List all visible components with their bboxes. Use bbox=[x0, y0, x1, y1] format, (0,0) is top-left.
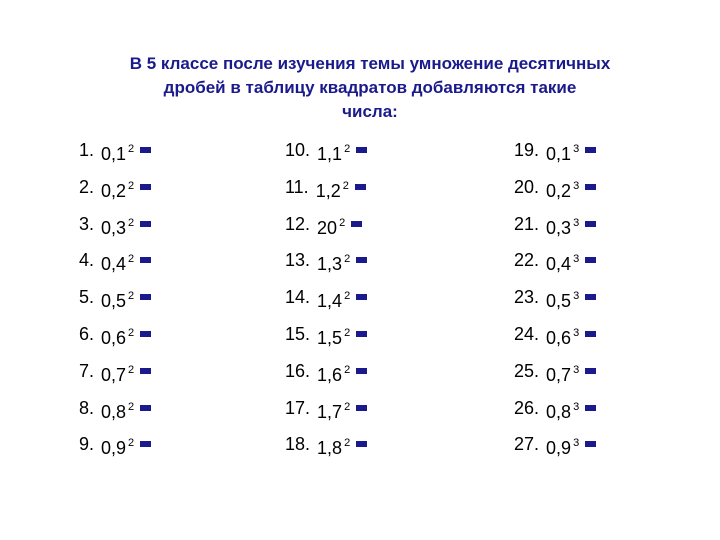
exercise-item bbox=[285, 177, 367, 214]
equals-sign-icon bbox=[140, 441, 151, 447]
expression-base: 1,4 bbox=[317, 291, 343, 312]
exercise-item bbox=[285, 140, 367, 177]
exercise-expression bbox=[101, 140, 134, 164]
exercise-expression bbox=[316, 177, 349, 201]
expression-exponent: 3 bbox=[573, 216, 580, 229]
exercise-expression bbox=[317, 434, 350, 458]
expression-base: 0,8 bbox=[546, 401, 572, 422]
equals-sign-icon bbox=[356, 331, 367, 337]
exercise-number: 5. bbox=[79, 287, 95, 308]
equals-sign-icon bbox=[356, 441, 367, 447]
expression-exponent: 2 bbox=[344, 143, 351, 155]
equals-sign-icon bbox=[140, 147, 151, 153]
expression-exponent: 3 bbox=[573, 437, 580, 450]
exercise-item bbox=[79, 214, 151, 251]
exercise-expression bbox=[546, 287, 579, 311]
expression-exponent: 2 bbox=[128, 290, 135, 303]
equals-sign-icon bbox=[356, 294, 367, 300]
expression-exponent: 2 bbox=[128, 326, 135, 339]
equals-sign-icon bbox=[585, 441, 596, 447]
exercise-number: 23. bbox=[514, 287, 540, 308]
exercise-item bbox=[79, 398, 151, 435]
expression-exponent: 2 bbox=[344, 290, 351, 303]
exercise-item bbox=[79, 250, 151, 287]
exercise-item bbox=[79, 177, 151, 214]
exercise-number: 18. bbox=[285, 434, 311, 455]
exercise-expression bbox=[546, 324, 579, 348]
exercise-number: 1. bbox=[79, 140, 95, 160]
exercise-item bbox=[79, 434, 151, 471]
heading-line-1: В 5 классе после изучения темы умножение десятичных bbox=[129, 54, 611, 73]
exercise-expression bbox=[317, 214, 345, 238]
equals-sign-icon bbox=[585, 257, 596, 263]
equals-sign-icon bbox=[356, 257, 367, 263]
exercise-item bbox=[514, 214, 596, 251]
expression-base: 0,6 bbox=[101, 327, 127, 348]
expression-exponent: 3 bbox=[573, 290, 580, 303]
heading-line-3: числа: bbox=[342, 102, 398, 121]
exercise-item bbox=[514, 177, 596, 214]
exercise-item bbox=[285, 398, 367, 435]
expression-base: 0,1 bbox=[546, 144, 572, 164]
exercise-item bbox=[285, 214, 367, 251]
expression-exponent: 3 bbox=[573, 253, 580, 266]
exercise-item bbox=[514, 250, 596, 287]
equals-sign-icon bbox=[140, 221, 151, 227]
heading-line-2: дробей в таблицу квадратов добавляются такие bbox=[163, 78, 577, 97]
expression-exponent: 2 bbox=[339, 216, 346, 229]
expression-exponent: 2 bbox=[344, 363, 351, 376]
exercise-number: 12. bbox=[285, 213, 311, 234]
equals-sign-icon bbox=[356, 368, 367, 374]
expression-base: 1,7 bbox=[317, 401, 343, 422]
expression-exponent: 3 bbox=[573, 363, 580, 376]
equals-sign-icon bbox=[140, 368, 151, 374]
exercise-item bbox=[285, 361, 367, 398]
equals-sign-icon bbox=[355, 184, 366, 190]
exercise-expression bbox=[101, 361, 134, 385]
exercise-number: 6. bbox=[79, 323, 95, 344]
expression-exponent: 2 bbox=[128, 216, 135, 229]
exercise-column-1 bbox=[79, 140, 151, 471]
expression-exponent: 3 bbox=[573, 326, 580, 339]
expression-base: 0,3 bbox=[546, 217, 572, 238]
equals-sign-icon bbox=[585, 184, 596, 190]
exercise-number: 13. bbox=[285, 250, 311, 271]
exercise-number: 15. bbox=[285, 323, 311, 344]
exercise-number: 22. bbox=[514, 250, 540, 271]
exercise-number: 24. bbox=[514, 323, 540, 344]
exercise-expression bbox=[546, 361, 579, 385]
exercise-number: 17. bbox=[285, 397, 311, 418]
expression-exponent: 2 bbox=[128, 143, 135, 155]
exercise-item bbox=[514, 361, 596, 398]
exercise-number: 7. bbox=[79, 360, 95, 381]
expression-base: 1,1 bbox=[317, 144, 343, 164]
exercise-expression bbox=[546, 250, 579, 274]
equals-sign-icon bbox=[356, 147, 367, 153]
exercise-expression bbox=[546, 398, 579, 422]
exercise-number: 16. bbox=[285, 360, 311, 381]
exercise-expression bbox=[317, 398, 350, 422]
exercise-expression bbox=[546, 214, 579, 238]
exercise-number: 8. bbox=[79, 397, 95, 418]
expression-exponent: 2 bbox=[128, 253, 135, 266]
exercise-expression bbox=[317, 361, 350, 385]
expression-exponent: 2 bbox=[128, 400, 135, 413]
expression-base: 1,5 bbox=[317, 327, 343, 348]
exercise-number: 2. bbox=[79, 176, 95, 197]
exercise-expression bbox=[317, 287, 350, 311]
equals-sign-icon bbox=[140, 257, 151, 263]
expression-base: 1,8 bbox=[317, 438, 343, 459]
exercise-item bbox=[79, 324, 151, 361]
equals-sign-icon bbox=[585, 147, 596, 153]
equals-sign-icon bbox=[585, 294, 596, 300]
exercise-expression bbox=[101, 177, 134, 201]
expression-exponent: 3 bbox=[573, 179, 580, 192]
expression-base: 0,7 bbox=[101, 364, 127, 385]
exercise-column-2 bbox=[285, 140, 367, 471]
expression-base: 1,6 bbox=[317, 364, 343, 385]
exercise-number: 19. bbox=[514, 140, 540, 160]
exercise-number: 10. bbox=[285, 140, 311, 160]
exercise-expression bbox=[317, 140, 350, 164]
exercise-expression bbox=[546, 434, 579, 458]
expression-base: 20 bbox=[317, 217, 338, 238]
expression-exponent: 2 bbox=[128, 179, 135, 192]
exercise-item bbox=[514, 140, 596, 177]
expression-base: 1,2 bbox=[315, 180, 341, 201]
equals-sign-icon bbox=[140, 331, 151, 337]
equals-sign-icon bbox=[351, 221, 362, 227]
expression-base: 0,4 bbox=[546, 254, 572, 275]
exercise-expression bbox=[101, 398, 134, 422]
equals-sign-icon bbox=[585, 368, 596, 374]
expression-exponent: 3 bbox=[573, 400, 580, 413]
expression-base: 0,1 bbox=[101, 144, 127, 164]
exercise-expression bbox=[101, 214, 134, 238]
exercise-number: 14. bbox=[285, 287, 311, 308]
equals-sign-icon bbox=[140, 294, 151, 300]
exercise-expression bbox=[546, 140, 579, 164]
exercise-number: 27. bbox=[514, 434, 540, 455]
expression-exponent: 2 bbox=[128, 437, 135, 450]
expression-base: 0,5 bbox=[546, 291, 572, 312]
expression-base: 0,8 bbox=[101, 401, 127, 422]
exercise-expression bbox=[101, 324, 134, 348]
exercise-number: 20. bbox=[514, 176, 540, 197]
exercise-item bbox=[514, 287, 596, 324]
equals-sign-icon bbox=[356, 405, 367, 411]
equals-sign-icon bbox=[585, 331, 596, 337]
expression-exponent: 2 bbox=[342, 179, 349, 192]
equals-sign-icon bbox=[140, 405, 151, 411]
exercise-item bbox=[514, 434, 596, 471]
expression-exponent: 2 bbox=[344, 400, 351, 413]
exercise-item bbox=[285, 434, 367, 471]
expression-base: 0,9 bbox=[546, 438, 572, 459]
expression-exponent: 2 bbox=[128, 363, 135, 376]
exercise-item bbox=[79, 287, 151, 324]
exercise-item bbox=[285, 287, 367, 324]
exercise-number: 4. bbox=[79, 250, 95, 271]
exercise-item bbox=[79, 361, 151, 398]
exercise-number: 21. bbox=[514, 213, 540, 234]
expression-base: 1,3 bbox=[317, 254, 343, 275]
exercise-expression bbox=[546, 177, 579, 201]
expression-base: 0,6 bbox=[546, 327, 572, 348]
equals-sign-icon bbox=[585, 405, 596, 411]
exercise-item bbox=[285, 250, 367, 287]
expression-base: 0,9 bbox=[101, 438, 127, 459]
exercise-number: 11. bbox=[285, 176, 309, 197]
exercise-expression bbox=[101, 434, 134, 458]
expression-base: 0,5 bbox=[101, 291, 127, 312]
expression-base: 0,4 bbox=[101, 254, 127, 275]
expression-exponent: 2 bbox=[344, 253, 351, 266]
page-heading bbox=[60, 52, 680, 124]
exercise-number: 25. bbox=[514, 360, 540, 381]
exercise-expression bbox=[101, 250, 134, 274]
expression-base: 0,3 bbox=[101, 217, 127, 238]
exercise-column-3 bbox=[514, 140, 596, 471]
exercise-expression bbox=[317, 324, 350, 348]
exercise-expression bbox=[101, 287, 134, 311]
exercise-item bbox=[79, 140, 151, 177]
exercise-number: 26. bbox=[514, 397, 540, 418]
expression-base: 0,7 bbox=[546, 364, 572, 385]
equals-sign-icon bbox=[585, 221, 596, 227]
expression-exponent: 3 bbox=[573, 143, 580, 155]
exercise-item bbox=[514, 324, 596, 361]
expression-base: 0,2 bbox=[101, 180, 127, 201]
exercise-item bbox=[285, 324, 367, 361]
equals-sign-icon bbox=[140, 184, 151, 190]
expression-exponent: 2 bbox=[344, 326, 351, 339]
exercise-number: 3. bbox=[79, 213, 95, 234]
exercise-expression bbox=[317, 250, 350, 274]
expression-exponent: 2 bbox=[344, 437, 351, 450]
exercise-item bbox=[514, 398, 596, 435]
exercise-number: 9. bbox=[79, 434, 95, 455]
expression-base: 0,2 bbox=[546, 180, 572, 201]
